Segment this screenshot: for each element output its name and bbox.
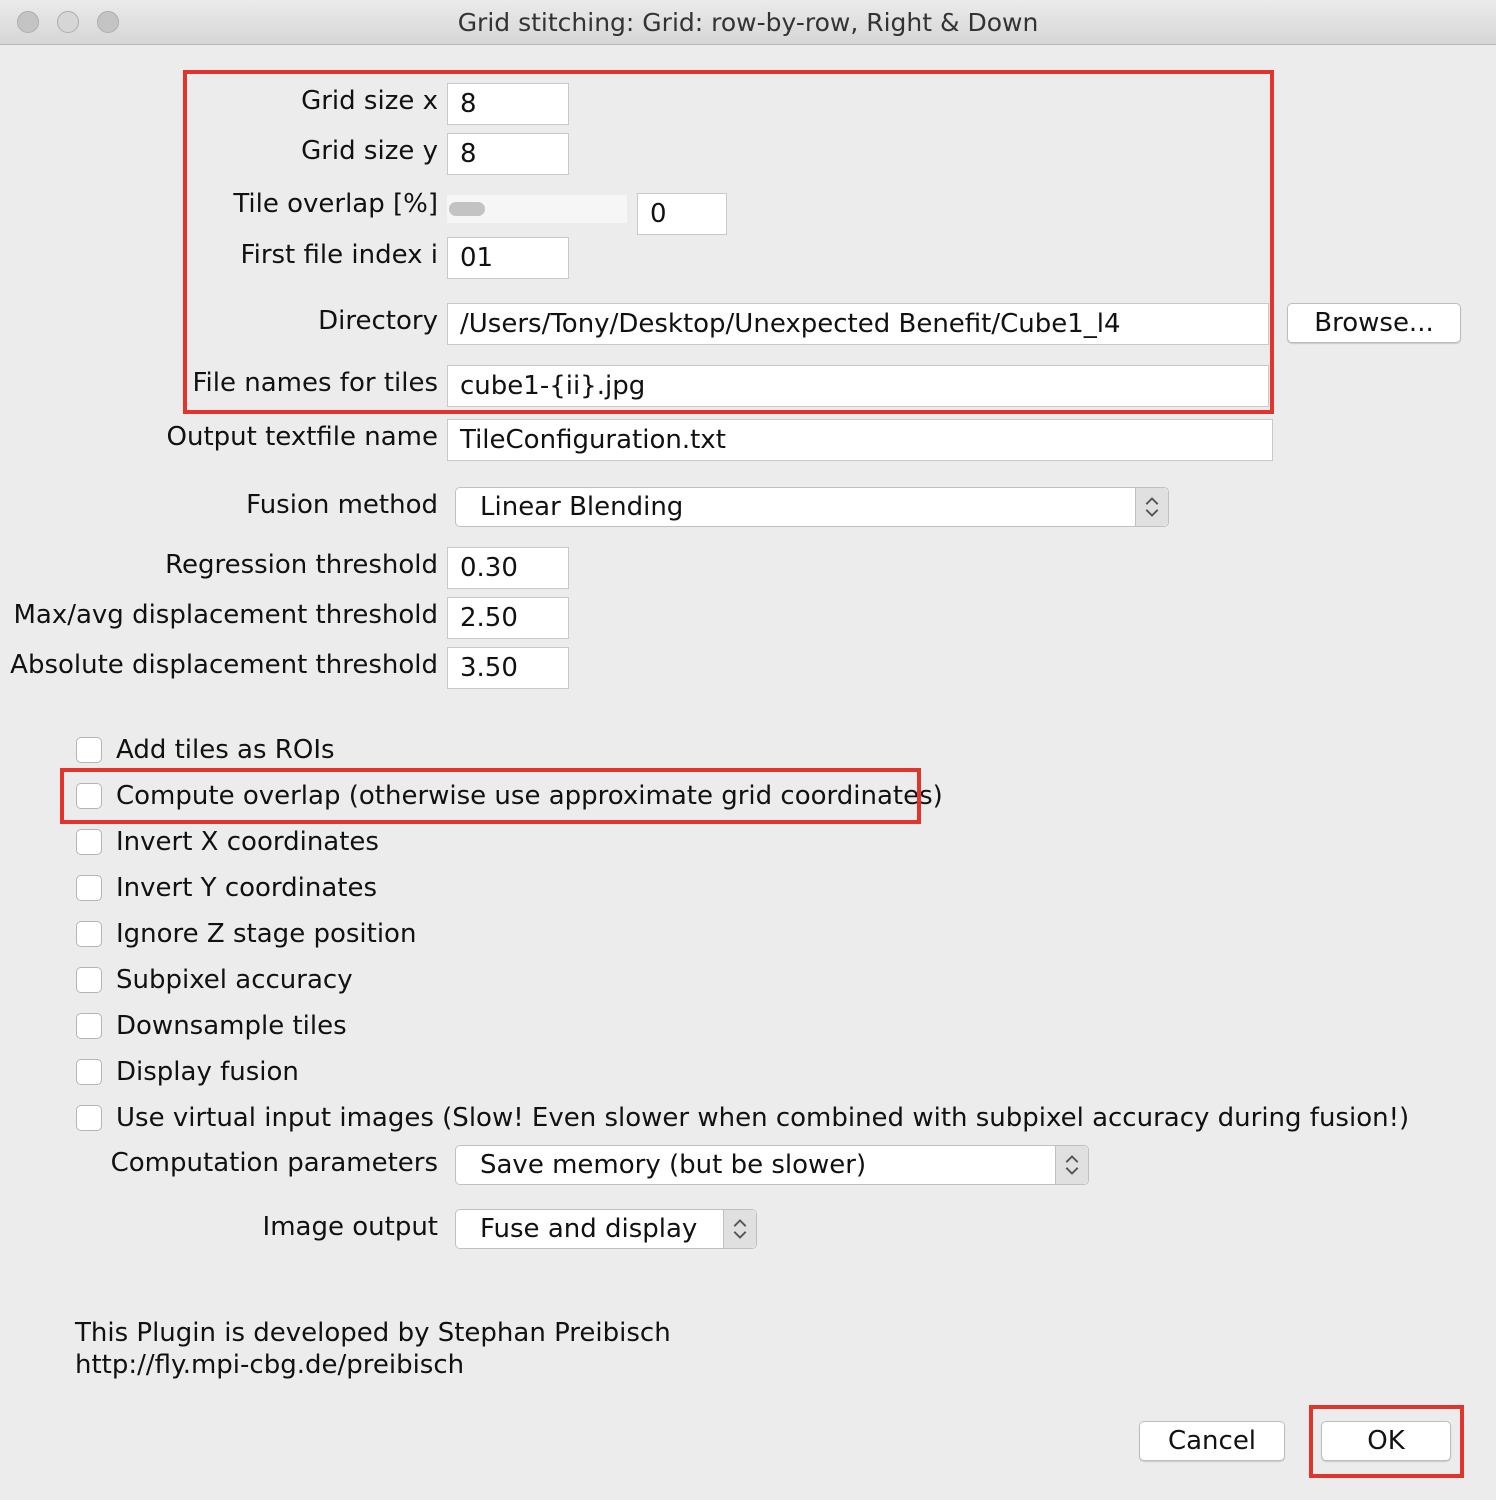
image-output-select[interactable] [455,1209,757,1249]
fusion-method-select[interactable] [455,487,1169,527]
grid-size-y-label: Grid size y [301,136,438,166]
fusion-method-label: Fusion method [246,490,438,520]
virtual-input-checkbox[interactable] [76,1105,102,1131]
add-tiles-roi-checkbox-row[interactable] [76,732,335,768]
title-bar [0,0,1496,45]
invert-y-checkbox-row[interactable] [76,870,377,906]
invert-x-checkbox[interactable] [76,829,102,855]
regression-threshold-label: Regression threshold [165,550,438,580]
compute-overlap-checkbox[interactable] [76,783,102,809]
computation-parameters-select[interactable] [455,1145,1089,1185]
invert-y-checkbox[interactable] [76,875,102,901]
directory-input[interactable]: /Users/Tony/Desktop/Unexpected Benefit/Cube1_l4 [447,303,1269,345]
first-file-index-input[interactable]: 01 [447,237,569,279]
virtual-input-label: Use virtual input images (Slow! Even slower when combined with subpixel accuracy during fusion!) [116,1103,1410,1133]
up-down-chevron-icon [1055,1146,1088,1184]
downsample-tiles-checkbox-row[interactable] [76,1008,347,1044]
regression-threshold-input[interactable]: 0.30 [447,547,569,589]
subpixel-accuracy-label: Subpixel accuracy [116,965,353,995]
ignore-z-checkbox-row[interactable] [76,916,416,952]
absolute-displacement-label: Absolute displacement threshold [10,650,438,680]
max-avg-displacement-label: Max/avg displacement threshold [13,600,438,630]
ok-button[interactable]: OK [1321,1421,1451,1461]
absolute-displacement-input[interactable]: 3.50 [447,647,569,689]
output-textfile-input[interactable]: TileConfiguration.txt [447,419,1273,461]
virtual-input-checkbox-row[interactable] [76,1100,1409,1136]
grid-size-x-input[interactable]: 8 [447,83,569,125]
up-down-chevron-icon [1135,488,1168,526]
developer-credit: This Plugin is developed by Stephan Preibisch [75,1318,671,1348]
computation-parameters-label: Computation parameters [110,1148,438,1178]
output-textfile-label: Output textfile name [166,422,438,452]
grid-size-y-input[interactable]: 8 [447,133,569,175]
max-avg-displacement-input[interactable]: 2.50 [447,597,569,639]
window-title: Grid stitching: Grid: row-by-row, Right & Down [457,8,1039,37]
cancel-button[interactable]: Cancel [1139,1421,1285,1461]
display-fusion-checkbox-row[interactable] [76,1054,299,1090]
tile-overlap-input[interactable]: 0 [637,193,727,235]
image-output-value: Fuse and display [480,1214,698,1244]
up-down-chevron-icon [723,1210,756,1248]
subpixel-accuracy-checkbox-row[interactable] [76,962,353,998]
file-names-label: File names for tiles [192,368,438,398]
developer-url: http://fly.mpi-cbg.de/preibisch [75,1350,465,1380]
browse-button[interactable]: Browse... [1287,303,1461,343]
computation-parameters-value: Save memory (but be slower) [480,1150,867,1180]
downsample-tiles-label: Downsample tiles [116,1011,347,1041]
compute-overlap-checkbox-row[interactable] [76,778,943,814]
add-tiles-roi-checkbox[interactable] [76,737,102,763]
image-output-label: Image output [262,1212,438,1242]
downsample-tiles-checkbox[interactable] [76,1013,102,1039]
fusion-method-value: Linear Blending [480,492,684,522]
ignore-z-label: Ignore Z stage position [116,919,417,949]
invert-x-label: Invert X coordinates [116,827,379,857]
ignore-z-checkbox[interactable] [76,921,102,947]
first-file-index-label: First file index i [240,240,438,270]
tile-overlap-label: Tile overlap [%] [233,189,438,219]
file-names-input[interactable]: cube1-{ii}.jpg [447,365,1269,407]
subpixel-accuracy-checkbox[interactable] [76,967,102,993]
add-tiles-roi-label: Add tiles as ROIs [116,735,335,765]
invert-y-label: Invert Y coordinates [116,873,378,903]
invert-x-checkbox-row[interactable] [76,824,379,860]
display-fusion-label: Display fusion [116,1057,299,1087]
tile-overlap-slider-thumb[interactable] [449,202,485,216]
display-fusion-checkbox[interactable] [76,1059,102,1085]
directory-label: Directory [318,306,438,336]
compute-overlap-label: Compute overlap (otherwise use approximate grid coordinates) [116,781,943,811]
grid-size-x-label: Grid size x [301,86,438,116]
